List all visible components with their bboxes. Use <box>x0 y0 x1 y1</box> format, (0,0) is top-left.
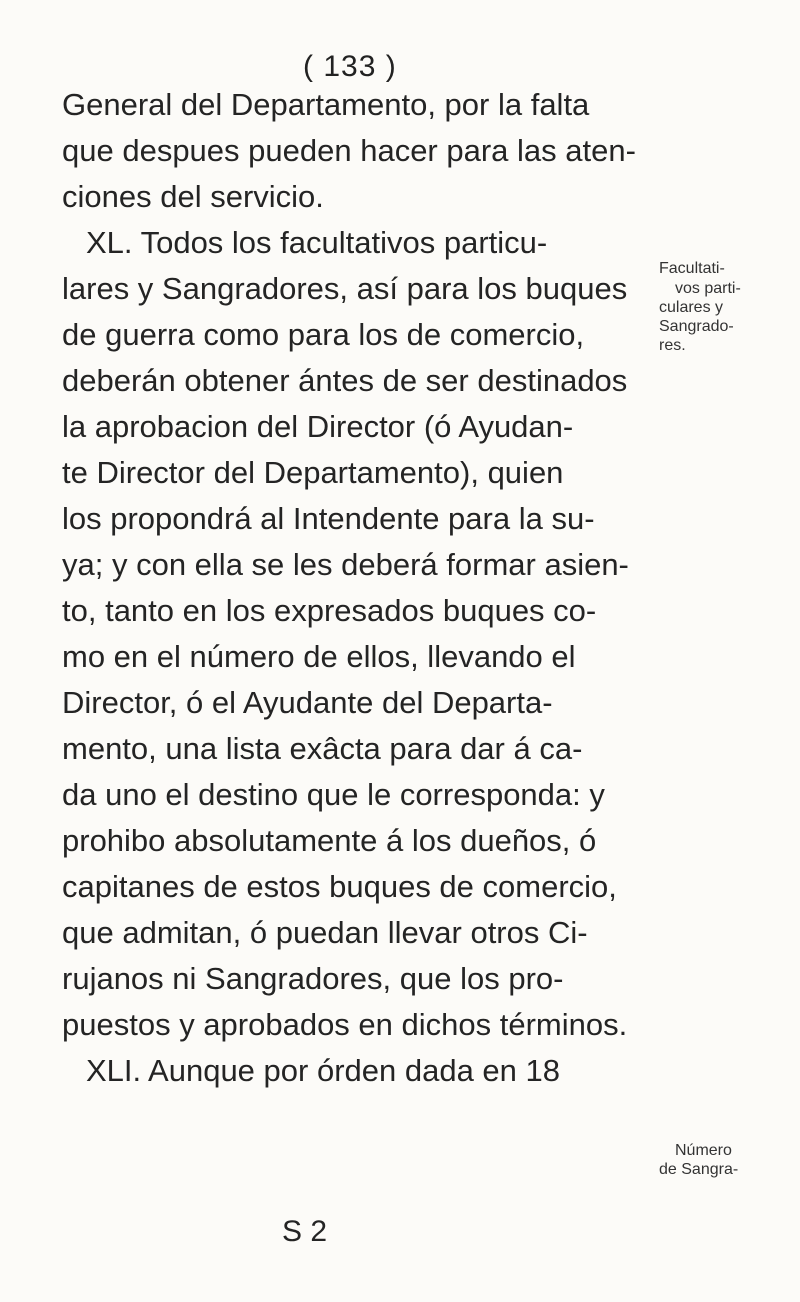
text-line: que despues pueden hacer para las aten- <box>62 133 636 168</box>
page-number: ( 133 ) <box>303 50 397 83</box>
text-line: General del Departamento, por la falta <box>62 87 590 122</box>
text-line: de guerra como para los de comercio, <box>62 317 585 352</box>
text-line: capitanes de estos buques de comercio, <box>62 869 617 904</box>
margin-note-line: vos parti- <box>675 280 741 297</box>
text-line: Director, ó el Ayudante del Departa- <box>62 685 553 720</box>
text-line: puestos y aprobados en dichos términos. <box>62 1007 628 1042</box>
margin-note-line: res. <box>659 337 686 354</box>
margin-note-line: Sangrado- <box>659 318 734 335</box>
text-line: XLI. Aunque por órden dada en 18 <box>86 1053 561 1088</box>
margin-note-line: de Sangra- <box>659 1161 739 1178</box>
margin-note-line: Número <box>675 1142 732 1159</box>
text-line: mo en el número de ellos, llevando el <box>62 639 576 674</box>
text-line: que admitan, ó puedan llevar otros Ci- <box>62 915 588 950</box>
text-line: mento, una lista exâcta para dar á ca- <box>62 731 583 766</box>
signature-mark: S 2 <box>282 1215 328 1248</box>
text-line: prohibo absolutamente á los dueños, ó <box>62 823 597 858</box>
text-line: los propondrá al Intendente para la su- <box>62 501 595 536</box>
text-line: XL. Todos los facultativos particu- <box>86 225 548 260</box>
text-line: da uno el destino que le corresponda: y <box>62 777 605 812</box>
text-line: lares y Sangradores, así para los buques <box>62 271 628 306</box>
text-line: rujanos ni Sangradores, que los pro- <box>62 961 564 996</box>
text-line: la aprobacion del Director (ó Ayudan- <box>62 409 574 444</box>
text-line: ciones del servicio. <box>62 179 324 214</box>
text-line: te Director del Departamento), quien <box>62 455 564 490</box>
text-line: deberán obtener ántes de ser destinados <box>62 363 628 398</box>
text-line: ya; y con ella se les deberá formar asien- <box>62 547 629 582</box>
margin-note-line: culares y <box>659 299 724 316</box>
margin-note-line: Facultati- <box>659 260 725 277</box>
text-line: to, tanto en los expresados buques co- <box>62 593 597 628</box>
